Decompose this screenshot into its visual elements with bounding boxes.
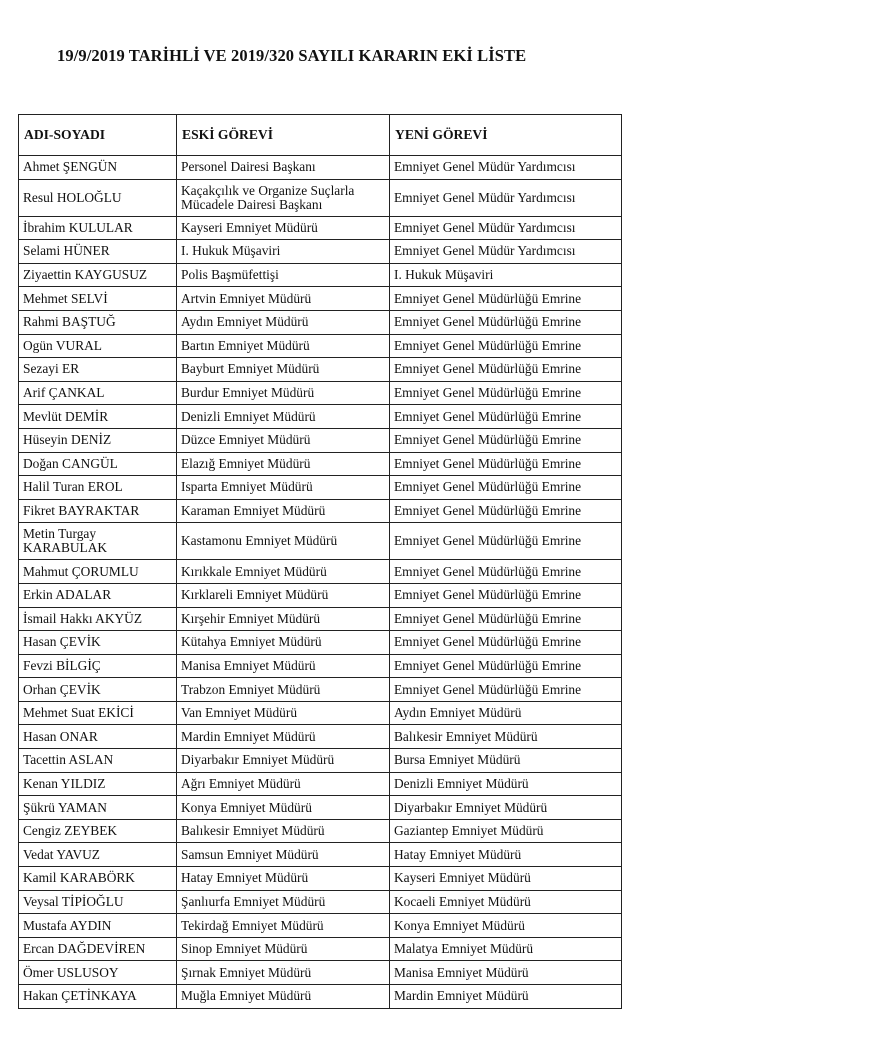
cell-new-duty: I. Hukuk Müşaviri (390, 263, 622, 287)
cell-new-duty: Gaziantep Emniyet Müdürü (390, 819, 622, 843)
cell-new-duty: Emniyet Genel Müdürlüğü Emrine (390, 405, 622, 429)
cell-name: Arif ÇANKAL (19, 381, 177, 405)
cell-new-duty: Emniyet Genel Müdürlüğü Emrine (390, 523, 622, 560)
header-name: ADI-SOYADI (19, 115, 177, 156)
table-row (19, 405, 622, 429)
header-new-duty: YENİ GÖREVİ (390, 115, 622, 156)
cell-name: Ziyaettin KAYGUSUZ (19, 263, 177, 287)
cell-old-duty: Kırşehir Emniyet Müdürü (177, 607, 390, 631)
cell-new-duty: Emniyet Genel Müdürlüğü Emrine (390, 287, 622, 311)
cell-new-duty: Diyarbakır Emniyet Müdürü (390, 796, 622, 820)
cell-old-duty: Kütahya Emniyet Müdürü (177, 631, 390, 655)
cell-name: Tacettin ASLAN (19, 749, 177, 773)
cell-name: Fikret BAYRAKTAR (19, 499, 177, 523)
cell-old-duty: Samsun Emniyet Müdürü (177, 843, 390, 867)
cell-new-duty: Malatya Emniyet Müdürü (390, 937, 622, 961)
cell-new-duty: Denizli Emniyet Müdürü (390, 772, 622, 796)
table-row (19, 240, 622, 264)
cell-old-duty: Diyarbakır Emniyet Müdürü (177, 749, 390, 773)
table-body (19, 156, 622, 1009)
cell-old-duty: Artvin Emniyet Müdürü (177, 287, 390, 311)
cell-name: Ahmet ŞENGÜN (19, 156, 177, 180)
cell-new-duty: Emniyet Genel Müdürlüğü Emrine (390, 607, 622, 631)
table-row (19, 452, 622, 476)
cell-name: Mehmet Suat EKİCİ (19, 701, 177, 725)
cell-old-duty: Şırnak Emniyet Müdürü (177, 961, 390, 985)
table-row (19, 381, 622, 405)
cell-name: Mehmet SELVİ (19, 287, 177, 311)
cell-new-duty: Emniyet Genel Müdürlüğü Emrine (390, 381, 622, 405)
table-row (19, 867, 622, 891)
cell-old-duty: Polis Başmüfettişi (177, 263, 390, 287)
table-row (19, 631, 622, 655)
cell-new-duty: Emniyet Genel Müdür Yardımcısı (390, 216, 622, 240)
cell-name: Mahmut ÇORUMLU (19, 560, 177, 584)
cell-new-duty: Kayseri Emniyet Müdürü (390, 867, 622, 891)
cell-name: Metin Turgay KARABULAK (19, 523, 177, 560)
cell-name: Hasan ÇEVİK (19, 631, 177, 655)
table-row (19, 772, 622, 796)
table-row (19, 583, 622, 607)
cell-old-duty: Kayseri Emniyet Müdürü (177, 216, 390, 240)
cell-new-duty: Mardin Emniyet Müdürü (390, 985, 622, 1009)
table-row (19, 819, 622, 843)
table-row (19, 654, 622, 678)
cell-old-duty: Kırklareli Emniyet Müdürü (177, 583, 390, 607)
document-title: 19/9/2019 TARİHLİ VE 2019/320 SAYILI KARARIN EKİ LİSTE (57, 46, 527, 65)
table-row (19, 725, 622, 749)
cell-new-duty: Konya Emniyet Müdürü (390, 914, 622, 938)
cell-new-duty: Bursa Emniyet Müdürü (390, 749, 622, 773)
cell-new-duty: Emniyet Genel Müdürlüğü Emrine (390, 583, 622, 607)
cell-old-duty: Bartın Emniyet Müdürü (177, 334, 390, 358)
cell-name: Mustafa AYDIN (19, 914, 177, 938)
cell-old-duty: Aydın Emniyet Müdürü (177, 310, 390, 334)
table-row (19, 499, 622, 523)
cell-new-duty: Emniyet Genel Müdürlüğü Emrine (390, 334, 622, 358)
cell-old-duty: Ağrı Emniyet Müdürü (177, 772, 390, 796)
cell-old-duty: Trabzon Emniyet Müdürü (177, 678, 390, 702)
cell-name: Sezayi ER (19, 358, 177, 382)
cell-new-duty: Emniyet Genel Müdürlüğü Emrine (390, 428, 622, 452)
table-row (19, 156, 622, 180)
cell-name: Resul HOLOĞLU (19, 179, 177, 216)
cell-old-duty: Mardin Emniyet Müdürü (177, 725, 390, 749)
cell-new-duty: Manisa Emniyet Müdürü (390, 961, 622, 985)
cell-name: Ogün VURAL (19, 334, 177, 358)
cell-name: İsmail Hakkı AKYÜZ (19, 607, 177, 631)
cell-name: Halil Turan EROL (19, 476, 177, 500)
cell-name: Erkin ADALAR (19, 583, 177, 607)
cell-name: Vedat YAVUZ (19, 843, 177, 867)
cell-new-duty: Emniyet Genel Müdürlüğü Emrine (390, 452, 622, 476)
cell-old-duty: Denizli Emniyet Müdürü (177, 405, 390, 429)
table-row (19, 985, 622, 1009)
cell-new-duty: Aydın Emniyet Müdürü (390, 701, 622, 725)
cell-old-duty: Van Emniyet Müdürü (177, 701, 390, 725)
table-row (19, 701, 622, 725)
cell-old-duty: Manisa Emniyet Müdürü (177, 654, 390, 678)
table-row (19, 914, 622, 938)
cell-name: Rahmi BAŞTUĞ (19, 310, 177, 334)
table-row (19, 560, 622, 584)
cell-name: Ercan DAĞDEVİREN (19, 937, 177, 961)
cell-name: Hakan ÇETİNKAYA (19, 985, 177, 1009)
cell-name: İbrahim KULULAR (19, 216, 177, 240)
cell-old-duty: Personel Dairesi Başkanı (177, 156, 390, 180)
cell-old-duty: Kırıkkale Emniyet Müdürü (177, 560, 390, 584)
cell-new-duty: Emniyet Genel Müdürlüğü Emrine (390, 654, 622, 678)
cell-name: Fevzi BİLGİÇ (19, 654, 177, 678)
cell-name: Veysal TİPİOĞLU (19, 890, 177, 914)
table-row (19, 523, 622, 560)
table-row (19, 476, 622, 500)
cell-old-duty: Düzce Emniyet Müdürü (177, 428, 390, 452)
cell-old-duty: Balıkesir Emniyet Müdürü (177, 819, 390, 843)
appointment-table (18, 114, 622, 1009)
cell-name: Mevlüt DEMİR (19, 405, 177, 429)
cell-new-duty: Emniyet Genel Müdürlüğü Emrine (390, 310, 622, 334)
cell-old-duty: Kastamonu Emniyet Müdürü (177, 523, 390, 560)
cell-new-duty: Balıkesir Emniyet Müdürü (390, 725, 622, 749)
table-row (19, 358, 622, 382)
cell-old-duty: Şanlıurfa Emniyet Müdürü (177, 890, 390, 914)
cell-name: Orhan ÇEVİK (19, 678, 177, 702)
cell-name: Doğan CANGÜL (19, 452, 177, 476)
cell-new-duty: Emniyet Genel Müdürlüğü Emrine (390, 476, 622, 500)
cell-old-duty: Burdur Emniyet Müdürü (177, 381, 390, 405)
table-row (19, 843, 622, 867)
cell-old-duty: Kaçakçılık ve Organize Suçlarla Mücadele Dairesi Başkanı (177, 179, 390, 216)
cell-old-duty: Karaman Emniyet Müdürü (177, 499, 390, 523)
cell-name: Kamil KARABÖRK (19, 867, 177, 891)
cell-new-duty: Emniyet Genel Müdürlüğü Emrine (390, 631, 622, 655)
cell-name: Selami HÜNER (19, 240, 177, 264)
cell-name: Hasan ONAR (19, 725, 177, 749)
cell-name: Ömer USLUSOY (19, 961, 177, 985)
table-row (19, 749, 622, 773)
cell-name: Şükrü YAMAN (19, 796, 177, 820)
table-row (19, 890, 622, 914)
table-row (19, 287, 622, 311)
table-row (19, 678, 622, 702)
cell-new-duty: Emniyet Genel Müdür Yardımcısı (390, 179, 622, 216)
cell-new-duty: Emniyet Genel Müdür Yardımcısı (390, 156, 622, 180)
cell-old-duty: Isparta Emniyet Müdürü (177, 476, 390, 500)
cell-old-duty: Tekirdağ Emniyet Müdürü (177, 914, 390, 938)
cell-new-duty: Emniyet Genel Müdürlüğü Emrine (390, 499, 622, 523)
cell-old-duty: Hatay Emniyet Müdürü (177, 867, 390, 891)
table-row (19, 179, 622, 216)
table-row (19, 428, 622, 452)
cell-new-duty: Emniyet Genel Müdürlüğü Emrine (390, 560, 622, 584)
cell-new-duty: Hatay Emniyet Müdürü (390, 843, 622, 867)
cell-old-duty: Konya Emniyet Müdürü (177, 796, 390, 820)
cell-old-duty: Elazığ Emniyet Müdürü (177, 452, 390, 476)
cell-name: Kenan YILDIZ (19, 772, 177, 796)
table-row (19, 796, 622, 820)
table-row (19, 216, 622, 240)
cell-new-duty: Kocaeli Emniyet Müdürü (390, 890, 622, 914)
table-row (19, 263, 622, 287)
table-row (19, 310, 622, 334)
cell-old-duty: Bayburt Emniyet Müdürü (177, 358, 390, 382)
cell-new-duty: Emniyet Genel Müdür Yardımcısı (390, 240, 622, 264)
table-row (19, 961, 622, 985)
cell-new-duty: Emniyet Genel Müdürlüğü Emrine (390, 358, 622, 382)
cell-old-duty: Muğla Emniyet Müdürü (177, 985, 390, 1009)
cell-old-duty: I. Hukuk Müşaviri (177, 240, 390, 264)
table-row (19, 937, 622, 961)
cell-new-duty: Emniyet Genel Müdürlüğü Emrine (390, 678, 622, 702)
cell-name: Hüseyin DENİZ (19, 428, 177, 452)
table-header-row (19, 115, 622, 156)
table-row (19, 607, 622, 631)
table-row (19, 334, 622, 358)
cell-old-duty: Sinop Emniyet Müdürü (177, 937, 390, 961)
cell-name: Cengiz ZEYBEK (19, 819, 177, 843)
header-old-duty: ESKİ GÖREVİ (177, 115, 390, 156)
